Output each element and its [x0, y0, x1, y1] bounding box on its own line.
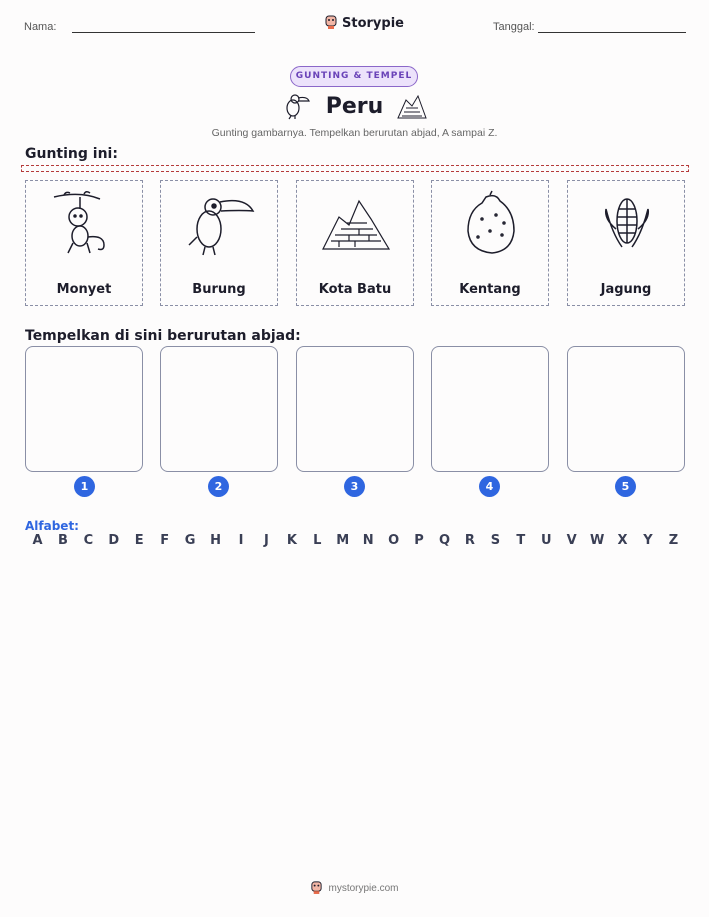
paste-heading: Tempelkan di sini berurutan abjad:: [25, 328, 301, 344]
slot-number: 4: [479, 476, 500, 497]
slot-number: 5: [615, 476, 636, 497]
alphabet-letter: V: [566, 533, 577, 548]
alphabet-letter: R: [464, 533, 475, 548]
cut-card-jagung[interactable]: [567, 180, 685, 306]
potato-icon: [456, 189, 526, 259]
monkey-icon: [50, 189, 120, 259]
slot-number: 3: [344, 476, 365, 497]
storypie-mascot-icon: [310, 880, 323, 897]
alphabet-letter: N: [362, 533, 374, 548]
corn-icon: [592, 189, 662, 259]
toucan-icon: [185, 189, 255, 259]
alphabet-letter: T: [516, 533, 526, 548]
slot-number: 1: [74, 476, 95, 497]
name-line[interactable]: [72, 32, 255, 33]
card-label: Burung: [192, 282, 246, 297]
cut-line: [21, 165, 689, 172]
alphabet-letter: C: [83, 533, 94, 548]
card-label: Jagung: [600, 282, 652, 297]
date-line[interactable]: [538, 32, 686, 33]
storypie-mascot-icon: [324, 14, 338, 33]
cut-card-monyet[interactable]: [25, 180, 143, 306]
card-label: Kota Batu: [318, 282, 392, 297]
paste-slot-1[interactable]: [25, 346, 143, 472]
alphabet-letter: H: [210, 533, 221, 548]
paste-slot-2[interactable]: [160, 346, 278, 472]
cut-card-kota-batu[interactable]: [296, 180, 414, 306]
alphabet-letter: Y: [643, 533, 653, 548]
cut-card-kentang[interactable]: [431, 180, 549, 306]
stone-city-icon: [321, 189, 391, 259]
alphabet-letter: Z: [668, 533, 679, 548]
alphabet-letter: O: [388, 533, 400, 548]
ruins-decoration-icon: [396, 92, 428, 124]
alphabet-letter: W: [589, 533, 605, 548]
alphabet-letter: X: [617, 533, 628, 548]
alphabet-letter: I: [238, 533, 244, 548]
instructions: Gunting gambarnya. Tempelkan berurutan abjad, A sampai Z.: [211, 127, 498, 139]
paste-slot-3[interactable]: [296, 346, 414, 472]
page-title: Peru: [325, 94, 384, 119]
card-label: Monyet: [56, 282, 112, 297]
paste-slot-5[interactable]: [567, 346, 685, 472]
alphabet-letter: A: [32, 533, 43, 548]
card-label: Kentang: [459, 282, 521, 297]
paste-slot-4[interactable]: [431, 346, 549, 472]
alphabet-row: [25, 533, 686, 548]
alphabet-letter: M: [336, 533, 350, 548]
cut-card-burung[interactable]: [160, 180, 278, 306]
brand-logo: [324, 14, 404, 33]
date-label: Tanggal:: [493, 21, 535, 33]
alphabet-letter: Q: [438, 533, 451, 548]
alphabet-letter: B: [57, 533, 68, 548]
cut-heading: Gunting ini:: [25, 146, 118, 162]
alphabet-letter: F: [160, 533, 170, 548]
activity-badge: GUNTING & TEMPEL: [290, 66, 418, 87]
footer: [0, 880, 709, 897]
alphabet-letter: S: [490, 533, 501, 548]
name-label: Nama:: [24, 21, 57, 33]
footer-site: mystorypie.com: [328, 883, 399, 894]
alphabet-letter: G: [184, 533, 196, 548]
alphabet-letter: P: [414, 533, 424, 548]
brand-name: Storypie: [342, 16, 404, 31]
alphabet-letter: J: [264, 533, 269, 548]
alphabet-letter: E: [134, 533, 144, 548]
alphabet-heading: Alfabet:: [25, 519, 79, 533]
slot-number: 2: [208, 476, 229, 497]
alphabet-letter: L: [313, 533, 322, 548]
alphabet-letter: K: [286, 533, 297, 548]
alphabet-letter: U: [540, 533, 552, 548]
alphabet-letter: D: [108, 533, 120, 548]
